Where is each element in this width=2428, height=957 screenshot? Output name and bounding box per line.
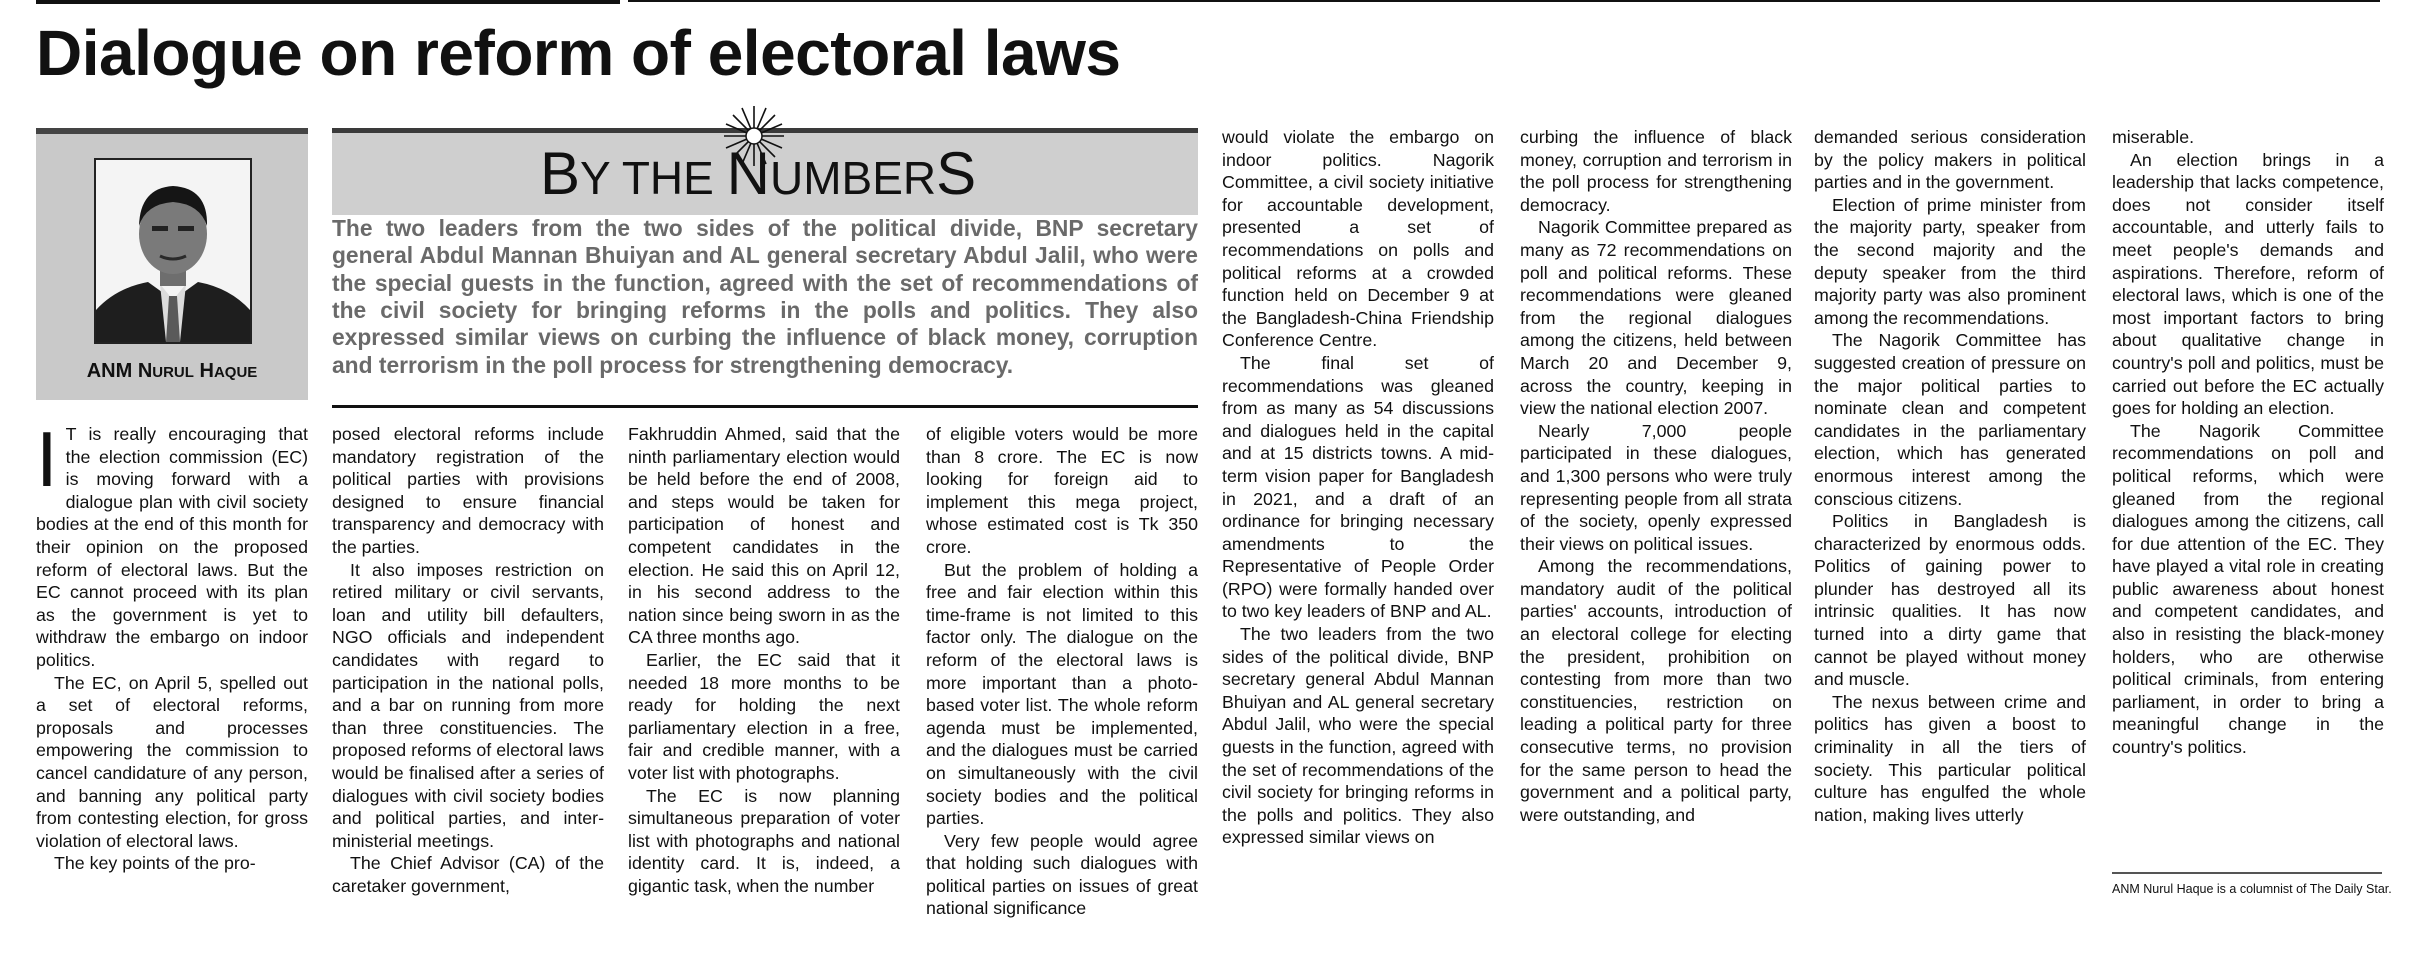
article-paragraph: posed electoral reforms include mandatory registration of the political parties with provisions designed to ensure financial transparency and democracy with the parties.	[332, 424, 604, 557]
article-column-5	[1222, 126, 1494, 849]
title-part: Y THE	[580, 152, 727, 204]
by-the-numbers-title	[540, 140, 977, 207]
article-paragraph: It also imposes restriction on retired military or civil servants, loan and utility bill defaulters, NGO officials and independent candidates with regard to participation in the national polls, and a bar on running from more than three constituencies. The proposed reforms of electoral laws would be finalised after a series of dialogues with civil society bodies and political parties, and inter-ministerial meetings.	[332, 559, 604, 851]
article-paragraph: The final set of recommendations was gleaned from as many as 54 discussions and dialogues held in the capital and at 15 districts towns. A mid-term vision paper for Bangladesh in 2021, and a draft of an ordinance for bringing necessary amendments to the Representative of People Order (RPO) were formally handed over to two key leaders of BNP and AL.	[1222, 352, 1494, 622]
title-part: N	[726, 140, 770, 207]
author-name-part: URUL	[152, 364, 194, 381]
author-footnote: ANM Nurul Haque is a columnist of The Daily Star.	[2112, 882, 2392, 896]
article-column-7	[1814, 126, 2086, 826]
article-paragraph: Very few people would agree that holding such dialogues with political parties on issues of great national significance	[926, 830, 1198, 919]
article-column-6	[1520, 126, 1792, 826]
top-rule-right	[628, 0, 2380, 2]
article-paragraph: The Nagorik Committee has suggested creation of pressure on the major political parties to nominate clean and competent candidates in the parliamentary election, which has generated enormous interest among the conscious citizens.	[1814, 330, 2086, 509]
article-paragraph: The key points of the pro-	[54, 853, 256, 874]
pull-quote: The two leaders from the two sides of the political divide, BNP secretary general Abdul Mannan Bhuiyan and AL general secretary Abdul Jalil, who were the special guests in the function, agreed with the set of recommendations of the civil society for bringing reforms in the polls and politics. They also expressed similar views on curbing the influence of black money, corruption and terrorism in the poll process for strengthening democracy.	[332, 215, 1198, 378]
article-paragraph: demanded serious consideration by the policy makers in political parties and in the government.	[1814, 127, 2086, 193]
title-part: UMBER	[769, 152, 937, 204]
article-paragraph: Fakhruddin Ahmed, said that the ninth parliamentary election would be held before the end of 2008, and steps would be taken for participation of honest and competent candidates in the election. He said this on April 12, in his second address to the nation since being sworn in as the CA three months ago.	[628, 424, 900, 648]
article-paragraph: Nagorik Committee prepared as many as 72 recommendations on poll and political reforms. These recommendations were gleaned from the regional dialogues among the citizens, held between March 20 and December 9, across the country, keeping in view the national election 2007.	[1520, 217, 1792, 419]
article-paragraph: An election brings in a leadership that lacks competence, does not consider itself accountable, and utterly fails to meet people's demands and aspirations. Therefore, reform of electoral laws, which is one of the most important factors to bring about qualitative change in country's poll and politics, must be carried out before the EC actually goes for holding an election.	[2112, 149, 2384, 419]
pull-quote-rule	[332, 405, 1198, 408]
headline: Dialogue on reform of electoral laws	[36, 17, 1121, 89]
article-column-4	[926, 423, 1198, 920]
article-column-2	[332, 423, 604, 897]
author-box	[36, 128, 308, 400]
article-paragraph: The nexus between crime and politics has given a boost to criminality in all the tiers of society. This particular political culture has engulfed the whole nation, making lives utterly	[1814, 691, 2086, 825]
author-name-part: H	[193, 360, 214, 382]
article-column-8	[2112, 126, 2384, 759]
author-portrait-icon	[96, 160, 250, 342]
article-paragraph: The Chief Advisor (CA) of the caretaker government,	[332, 853, 604, 896]
article-paragraph: The EC is now planning simultaneous preparation of voter list with photographs and national identity card. It is, indeed, a gigantic task, when the number	[628, 785, 900, 896]
top-rule-left	[36, 0, 620, 4]
article-paragraph: Election of prime minister from the majority party, speaker from the second majority and the deputy speaker from the third majority party was also prominent among the recommendations.	[1814, 194, 2086, 328]
article-paragraph: curbing the influence of black money, corruption and terrorism in the poll process for strengthening democracy.	[1520, 127, 1792, 215]
author-name-part: ANM N	[86, 360, 153, 382]
article-column-3	[628, 423, 900, 897]
article-paragraph: Nearly 7,000 people participated in these dialogues, and 1,300 persons who were truly representing people from all strata of the society, openly expressed their views on political issues.	[1520, 420, 1792, 554]
article-paragraph: The Nagorik Committee recommendations on poll and political reforms, which were gleaned from the regional dialogues among the citizens, call for due attention of the EC. They have played a vital role in creating public awareness about honest and competent candidates, and also in resisting the black-money holders, who are otherwise political criminals, from entering parliament, in order to bring a meaningful change in the country's politics.	[2112, 420, 2384, 758]
article-paragraph: Earlier, the EC said that it needed 18 more months to be ready for holding the next parliamentary election in a free, fair and credible manner, with a voter list with photographs.	[628, 649, 900, 783]
article-paragraph: miserable.	[2112, 127, 2195, 147]
author-name-part: AQUE	[213, 364, 258, 381]
article-column-1	[36, 415, 308, 875]
drop-cap: I	[36, 415, 58, 503]
article-paragraph: The two leaders from the two sides of the political divide, BNP secretary general Abdul Mannan Bhuiyan and AL general secretary Abdul Jalil, who were the special guests in the function, agreed with the set of recommendations of the civil society for bringing reforms in the polls and politics. They also expressed similar views on	[1222, 624, 1494, 848]
title-part: S	[936, 140, 977, 207]
article-paragraph: would violate the embargo on indoor politics. Nagorik Committee, a civil society initiative for accountable development, presented a set of recommendations on polls and political reforms at a crowded function held on December 9 at the Bangladesh-China Friendship Conference Centre.	[1222, 127, 1494, 351]
paragraph-text: T is really encouraging that the election commission (EC) is moving forward with a dialogue plan with civil society bodies at the end of this month for their opinion on the proposed reform of electoral laws. But the EC cannot proceed with its plan as the government is yet to withdraw the embargo on indoor politics.	[36, 424, 308, 670]
article-paragraph: The EC, on April 5, spelled out a set of electoral reforms, proposals and processes empowering the commission to cancel candidature of any person, and banning any political party from contesting election, for gross violation of electoral laws.	[36, 672, 308, 851]
title-part: B	[540, 140, 581, 207]
author-box-bar	[36, 128, 308, 134]
article-paragraph: But the problem of holding a free and fair election within this time-frame is not limited to this factor only. The dialogue on the reform of the electoral laws is more important than a photo-based voter list. The whole reform agenda must be implemented, and the dialogues must be carried on simultaneously with the civil society bodies and the political parties.	[926, 559, 1198, 829]
author-name	[36, 360, 308, 383]
article-paragraph: Politics in Bangladesh is characterized by enormous odds. Politics of gaining power to plunder has destroyed all its intrinsic qualities. It has now turned into a dirty game that cannot be played without money and muscle.	[1814, 511, 2086, 690]
author-photo	[94, 158, 252, 344]
article-paragraph: Among the recommendations, mandatory audit of the political parties' accounts, introduction of an electoral college for electing the president, prohibition on contesting from more than two constituencies, restriction on leading a political party for three consecutive terms, no provision for the same person to head the government and a political party, were outstanding, and	[1520, 556, 1792, 825]
article-paragraph	[36, 415, 308, 672]
article-paragraph: of eligible voters would be more than 8 crore. The EC is now looking for foreign aid to implement this mega project, whose estimated cost is Tk 350 crore.	[926, 424, 1198, 557]
footnote-rule	[2112, 872, 2382, 874]
